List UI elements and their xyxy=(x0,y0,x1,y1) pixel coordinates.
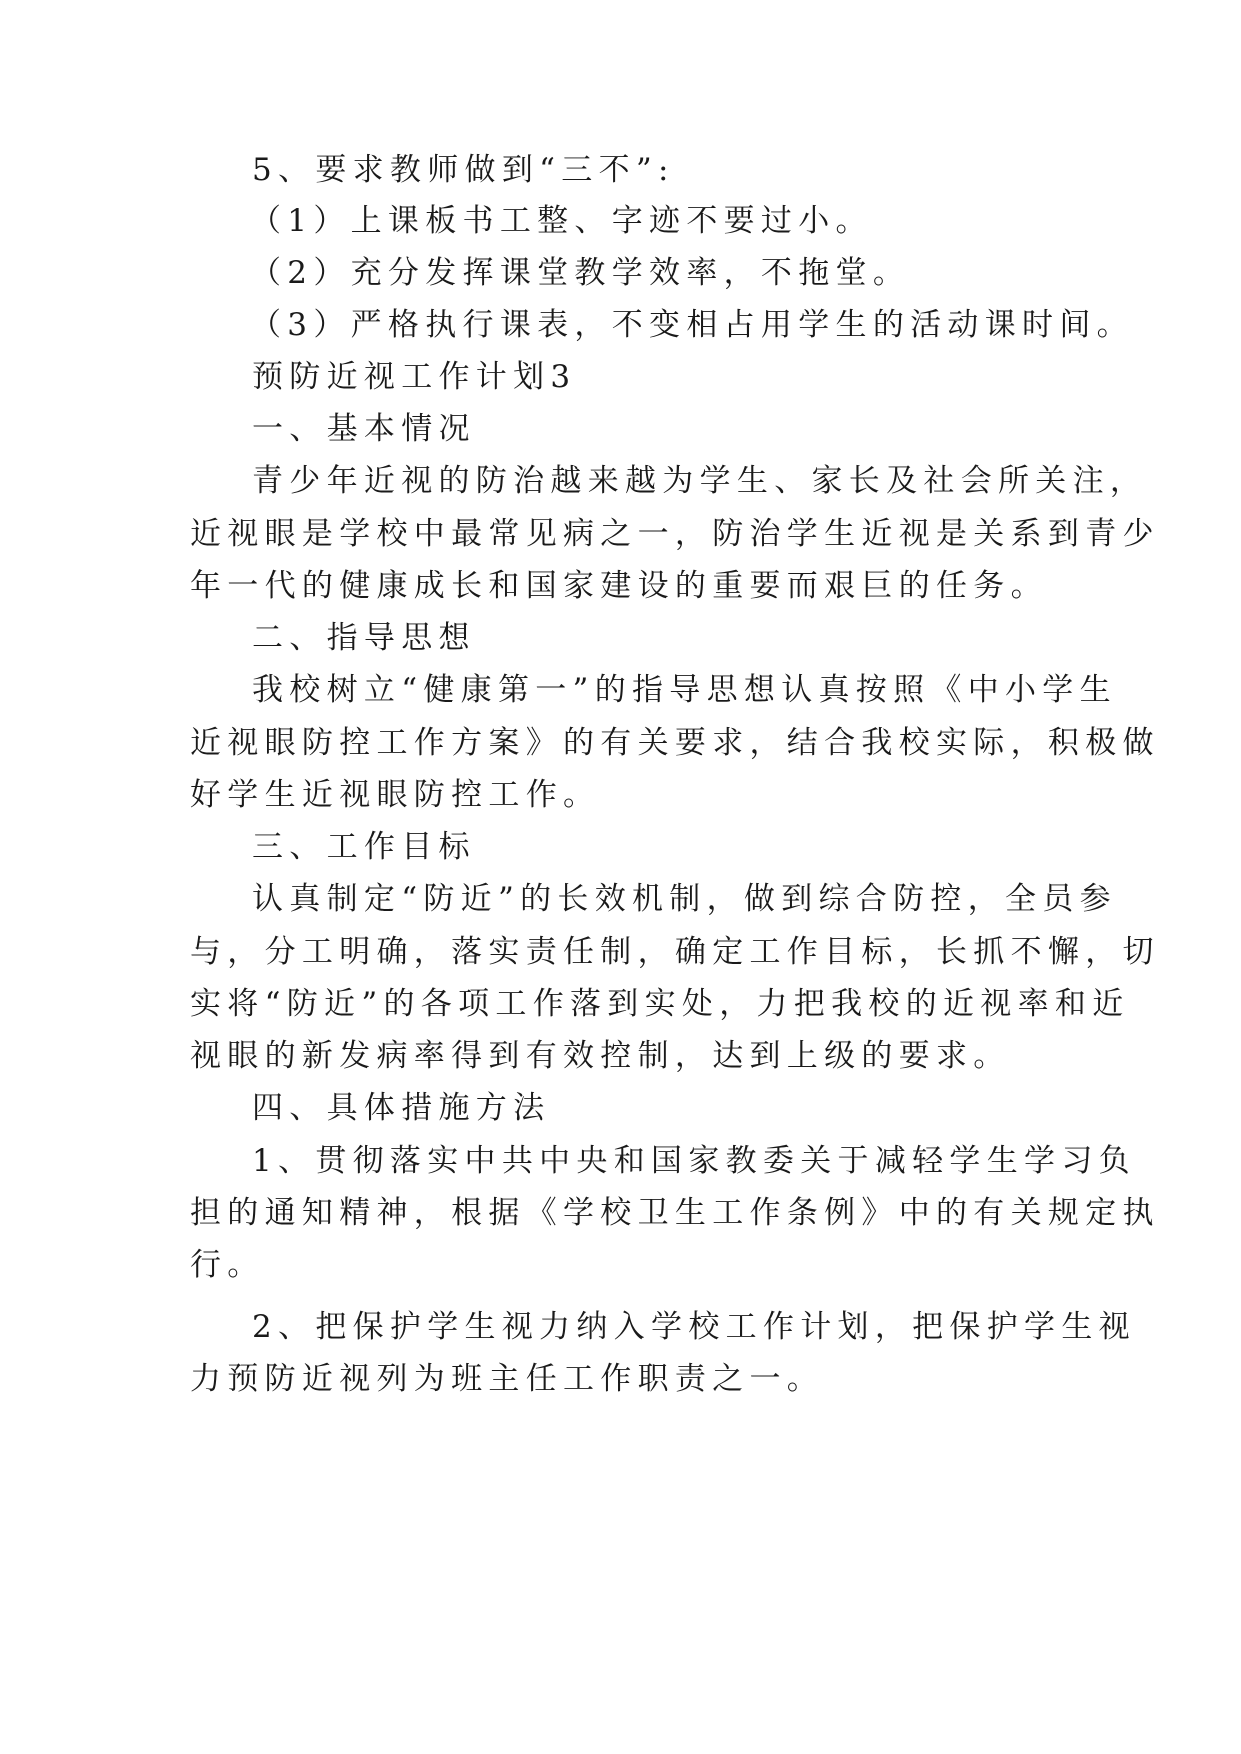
paragraph-line: 好学生近视眼防控工作。 xyxy=(190,777,601,813)
section-title: 预防近视工作计划3 xyxy=(252,359,577,395)
list-item-1: （1）上课板书工整、字迹不要过小。 xyxy=(250,203,873,239)
paragraph-line: 青少年近视的防治越来越为学生、家长及社会所关注， xyxy=(252,463,1148,499)
paragraph-line: 近视眼防控工作方案》的有关要求，结合我校实际，积极做 xyxy=(190,725,1160,761)
paragraph-line: 行。 xyxy=(190,1247,265,1283)
paragraph-line: 力预防近视列为班主任工作职责之一。 xyxy=(190,1361,825,1397)
list-item-2: （2）充分发挥课堂教学效率，不拖堂。 xyxy=(250,255,911,291)
heading-basic-situation: 一、基本情况 xyxy=(252,411,476,447)
paragraph-line: 实将“防近”的各项工作落到实处，力把我校的近视率和近 xyxy=(190,986,1130,1022)
paragraph-line: 我校树立“健康第一”的指导思想认真按照《中小学生 xyxy=(252,672,1117,708)
paragraph-line: 担的通知精神，根据《学校卫生工作条例》中的有关规定执 xyxy=(190,1195,1160,1231)
paragraph-line: 1、贯彻落实中共中央和国家教委关于减轻学生学习负 xyxy=(252,1143,1136,1179)
paragraph-line: 2、把保护学生视力纳入学校工作计划，把保护学生视 xyxy=(252,1309,1136,1345)
heading-measures: 四、具体措施方法 xyxy=(252,1090,551,1126)
heading-work-goals: 三、工作目标 xyxy=(252,829,476,865)
list-item-5-heading: 5、要求教师做到“三不”: xyxy=(252,152,675,188)
paragraph-line: 视眼的新发病率得到有效控制，达到上级的要求。 xyxy=(190,1038,1011,1074)
list-item-3: （3）严格执行课表，不变相占用学生的活动课时间。 xyxy=(250,307,1134,343)
paragraph-line: 认真制定“防近”的长效机制，做到综合防控，全员参 xyxy=(252,881,1117,917)
paragraph-line: 与，分工明确，落实责任制，确定工作目标，长抓不懈，切 xyxy=(190,934,1160,970)
heading-guiding-idea: 二、指导思想 xyxy=(252,620,476,656)
paragraph-line: 年一代的健康成长和国家建设的重要而艰巨的任务。 xyxy=(190,568,1048,604)
paragraph-line: 近视眼是学校中最常见病之一，防治学生近视是关系到青少 xyxy=(190,516,1160,552)
